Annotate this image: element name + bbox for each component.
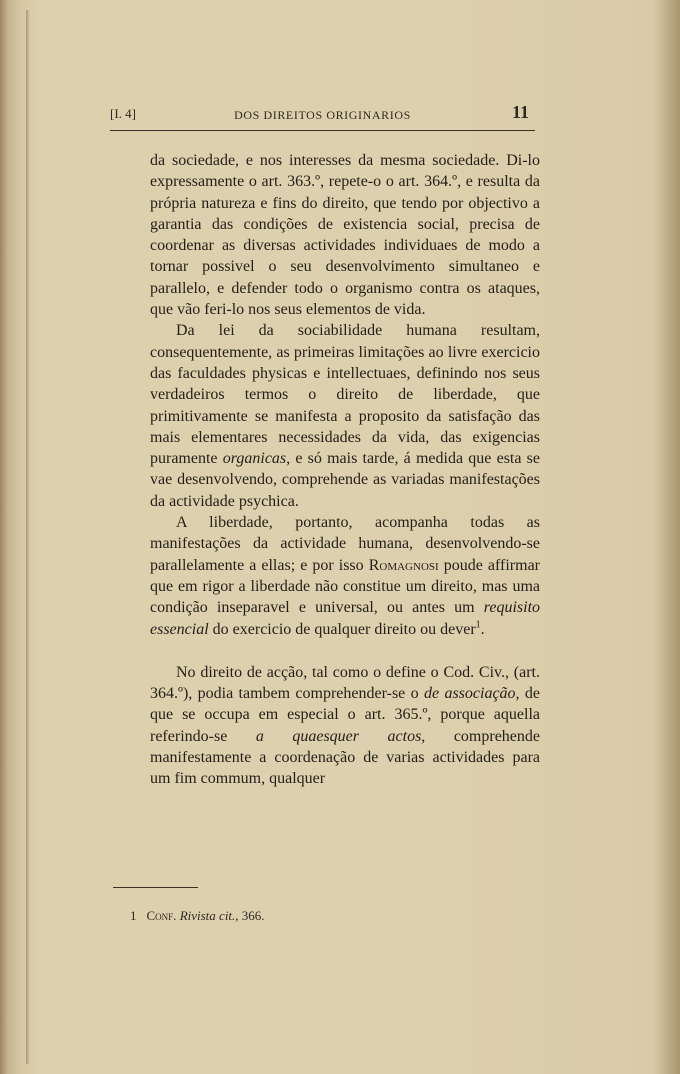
emphasis-organicas: organicas, (222, 450, 291, 468)
footnote (130, 908, 265, 924)
paragraph-2-text-b: e só mais tarde, á medida que esta se vae desenvolvendo, comprehende as variadas manifestações da actividade psychica. (150, 450, 540, 510)
footnote-mark: 1 (130, 908, 137, 923)
paragraph-4-text-a: No direito de acção, tal como o define o Cod. Civ., (art. 364.º), podia tambem comprehender-se o (150, 663, 540, 703)
paragraph-1-text: da sociedade, e nos interesses da mesma sociedade. Di-lo expressamente o art. 363.º, repete-o o art. 364.º, e resulta da própria natureza e fins do direito, que tendo por objectivo a garantia das condições de existencia social, precisa de coordenar as diversas actividades individuaes de modo a tornar possivel o seu desenvolvimento simultaneo e parallelo, e defender todo o organismo contra os ataques, que vão feri-lo nos seus elementos de vida. (150, 152, 540, 319)
paragraph-3-end: . (480, 620, 485, 638)
paragraph-3-text-a: A liberdade, portanto, acompanha todas as manifestações da actividade humana, desenvolvendo-se parallelamente a ellas; e por isso (150, 514, 540, 574)
paragraph-4-text-b: de que se occupa em especial o art. 365.º, porque aquella referindo-se (150, 685, 541, 745)
footnote-page: 366. (241, 908, 265, 923)
page-gutter-shadow (26, 10, 30, 1064)
page-number: 11 (511, 102, 529, 122)
footnote-conf: Conf. (146, 908, 177, 923)
running-title: DOS DIREITOS ORIGINARIOS (234, 108, 411, 122)
emphasis-requisito-essencial: requisito essencial (150, 599, 541, 638)
paragraph-4 (150, 662, 540, 790)
footnote-source: Rivista cit., (179, 908, 239, 923)
section-reference: [I. 4] (110, 106, 136, 121)
author-romagnosi: Romagnosi (368, 556, 439, 574)
paragraph-2 (150, 320, 540, 512)
paragraph-3 (150, 512, 540, 640)
footnote-reference[interactable]: 1 (475, 619, 481, 631)
page-body (150, 150, 540, 790)
paragraph-2-text-a: Da lei da sociabilidade humana resultam, consequentemente, as primeiras limitações ao livre exercicio das faculdades physicas e intellectuaes, definindo nos seus verdadeiros termos o direito de liberdade, que primitivamente se manifesta a proposito da satisfação das mais elementares necessidades da vida, das exigencias puramente (150, 322, 540, 468)
paragraph-3-text-b: poude affirmar que em rigor a liberdade não constitue um direito, mas uma condição inseparavel e universal, ou antes um (150, 556, 541, 617)
emphasis-de-associacao: de associação, (424, 685, 520, 703)
paragraph-1 (150, 150, 540, 320)
paragraph-4-text-c: comprehende manifestamente a coordenação de varias actividades para um fim commum, qualquer (150, 727, 541, 788)
running-header (110, 98, 535, 131)
footnote-separator (113, 887, 198, 888)
paragraph-3-text-c: do exercicio de qualquer direito ou dever (212, 620, 476, 638)
emphasis-a-quaesquer-actos: a quaesquer actos, (255, 727, 426, 745)
